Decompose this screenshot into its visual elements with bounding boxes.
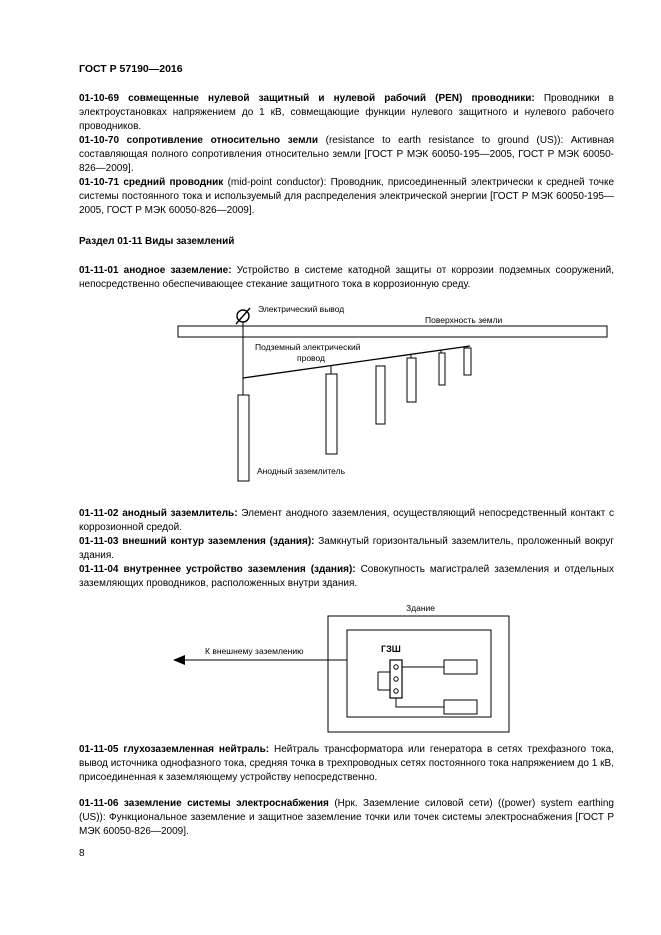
term-definition: Устройство в системе катодной защиты от коррозии подземных сооружений, непосредственно обеспечивающее стекание защитного тока в коррозионную среду. bbox=[79, 265, 614, 290]
term-title: 01-11-05 глухозаземленная нейтраль: bbox=[79, 744, 270, 755]
label-underground-wire-line1: Подземный электрический bbox=[255, 342, 361, 352]
term-title: 01-11-02 анодный заземлитель: bbox=[79, 508, 238, 519]
anode-electrode bbox=[464, 348, 471, 375]
equipment-box bbox=[444, 660, 477, 674]
term-definition: Замкнутый горизонтальный заземлитель, проложенный вокруг здания. bbox=[79, 536, 614, 561]
term-01-11-02 bbox=[79, 507, 614, 535]
label-terminal: Электрический вывод bbox=[258, 304, 345, 314]
building-grounding-figure bbox=[173, 603, 509, 732]
grounding-conductor bbox=[396, 698, 444, 707]
anode-electrode bbox=[407, 358, 416, 402]
term-title: 01-11-01 анодное заземление: bbox=[79, 265, 232, 276]
main-earthing-busbar bbox=[390, 660, 402, 698]
section-title: Раздел 01-11 Виды заземлений bbox=[79, 236, 235, 247]
label-anode-electrode: Анодный заземлитель bbox=[257, 466, 346, 476]
term-01-11-05 bbox=[79, 743, 614, 784]
term-definition: Нейтраль трансформатора или генератора в сетях трехфазного тока, вывод источника однофазного тока, средняя точка в трехпроводных сетях постоянного тока напряжением до 1 кВ, присоединенная к заземляющему устройству непосредственно. bbox=[79, 744, 614, 783]
standard-code-header: ГОСТ Р 57190—2016 bbox=[79, 63, 183, 75]
term-definition: Проводники в электроустановках напряжением до 1 кВ, совмещающие функции нулевого защитного и нулевого рабочего проводников. bbox=[79, 93, 614, 132]
term-definition: Совокупность магистралей заземления и отдельных заземляющих проводников, расположенных внутри здания. bbox=[79, 564, 614, 589]
term-01-11-03 bbox=[79, 535, 614, 563]
term-title: 01-11-06 заземление системы электроснабжения bbox=[79, 798, 329, 809]
term-title: 01-10-69 совмещенные нулевой защитный и нулевой рабочий (PEN) проводники: bbox=[79, 93, 535, 104]
term-definition: Элемент анодного заземления, осуществляющий непосредственный контакт с коррозионной средой. bbox=[79, 508, 614, 533]
label-underground-wire-line2: провод bbox=[297, 353, 325, 363]
term-definition: (resistance to earth resistance to ground (US)): Активная составляющая полного сопротивления относительно земли [ГОСТ Р МЭК 60050-195—2005, ГОСТ Р МЭК 60050-826—2009]. bbox=[79, 135, 614, 174]
term-title: 01-10-71 средний проводник bbox=[79, 177, 224, 188]
anode-electrode bbox=[376, 366, 385, 424]
page-number: 8 bbox=[79, 848, 85, 859]
ground-surface-band bbox=[178, 326, 607, 337]
anode-electrode bbox=[439, 353, 445, 385]
term-01-11-04 bbox=[79, 563, 614, 591]
label-main-busbar: ГЗШ bbox=[381, 644, 401, 654]
equipment-box bbox=[444, 700, 477, 714]
label-ground-surface: Поверхность земли bbox=[425, 315, 503, 325]
building-outline bbox=[328, 616, 509, 732]
anode-electrode bbox=[238, 395, 249, 481]
term-definition: (Нрк. Заземление силовой сети) ((power) system earthing (US)): Функциональное заземление и защитное заземление точки или точек системы электроснабжения [ГОСТ Р МЭК 60050-826—2009]. bbox=[79, 798, 614, 837]
term-title: 01-11-04 внутреннее устройство заземления (здания): bbox=[79, 564, 356, 575]
term-title: 01-11-03 внешний контур заземления (здания): bbox=[79, 536, 315, 547]
arrow-left-icon bbox=[173, 655, 185, 665]
term-01-11-06 bbox=[79, 797, 614, 838]
label-building: Здание bbox=[406, 603, 435, 613]
term-definition: (mid-point conductor): Проводник, присоединенный электрически к средней точке системы постоянного тока и используемый для распределения электрической энергии [ГОСТ Р МЭК 60050-195—2005, ГОСТ Р МЭК 60050-826—2009]. bbox=[79, 177, 615, 216]
anode-electrode bbox=[326, 374, 337, 454]
label-external-grounding: К внешнему заземлению bbox=[205, 646, 304, 656]
term-title: 01-10-70 сопротивление относительно земли bbox=[79, 135, 318, 146]
